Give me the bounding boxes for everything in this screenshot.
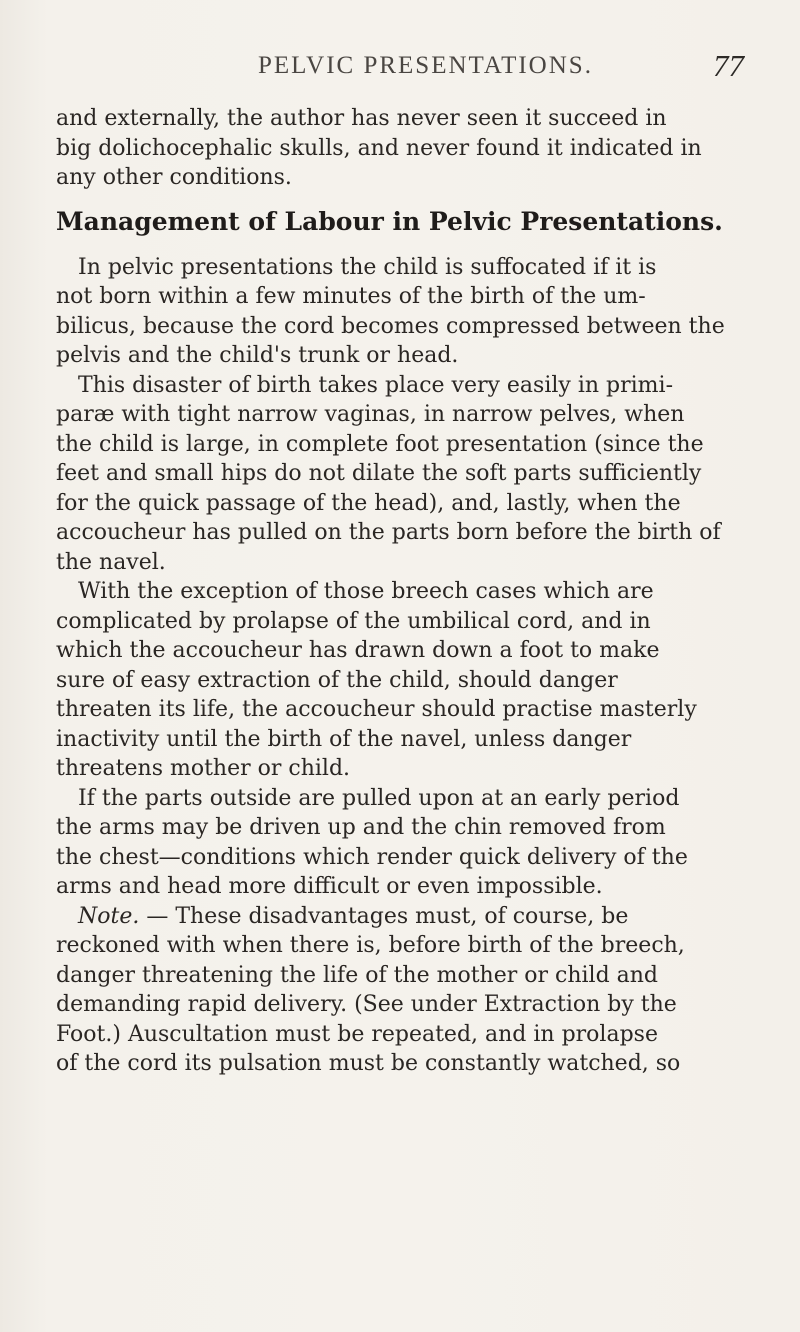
- text-line: accoucheur has pulled on the parts born before the birth of: [56, 520, 721, 545]
- text-line: not born within a few minutes of the birth of the um-: [56, 284, 646, 309]
- text-line: complicated by prolapse of the umbilical cord, and in: [56, 608, 651, 634]
- text-line: pelvis and the child's trunk or head.: [56, 343, 459, 368]
- text-line: bilicus, because the cord becomes compressed between the: [56, 313, 725, 339]
- text-line: the child is large, in complete foot presentation (since the: [56, 431, 704, 457]
- paragraph-disaster: [56, 371, 760, 578]
- text-line: which the accoucheur has drawn down a foot to make: [56, 638, 660, 663]
- text-line: arms and head more difficult or even impossible.: [56, 874, 603, 899]
- text-line: and externally, the author has never seen it succeed in: [56, 106, 667, 131]
- text-line: feet and small hips do not dilate the soft parts sufficiently: [56, 461, 702, 486]
- text-line: In pelvic presentations the child is suffocated if it is: [78, 254, 657, 280]
- text-line: Foot.) Auscultation must be repeated, and in prolapse: [56, 1021, 658, 1047]
- text-line: for the quick passage of the head), and, lastly, when the: [56, 490, 681, 516]
- text-line: the chest—conditions which render quick delivery of the: [56, 844, 688, 870]
- note-paragraph: [56, 902, 760, 1079]
- text-line: demanding rapid delivery. (See under Extraction by the: [56, 992, 677, 1017]
- text-line: threaten its life, the accoucheur should practise masterly: [56, 697, 697, 722]
- note-first-line-text: — These disadvantages must, of course, be: [139, 903, 629, 929]
- text-line: inactivity until the birth of the navel, unless danger: [56, 726, 632, 752]
- text-line: reckoned with when there is, before birth of the breech,: [56, 933, 685, 958]
- text-line: threatens mother or child.: [56, 756, 351, 781]
- intro-paragraph: [56, 104, 760, 193]
- note-label: Note.: [78, 903, 140, 929]
- text-line: This disaster of birth takes place very easily in primi-: [78, 372, 673, 398]
- text-line: big dolichocephalic skulls, and never found it indicated in: [56, 135, 702, 161]
- text-line: the navel.: [56, 549, 166, 575]
- paragraph-early-pulling: [56, 784, 760, 902]
- text-line: With the exception of those breech cases which are: [78, 579, 654, 604]
- text-line: of the cord its pulsation must be constantly watched, so: [56, 1051, 681, 1076]
- text-line: any other conditions.: [56, 165, 292, 190]
- text-line: the arms may be driven up and the chin removed from: [56, 815, 666, 840]
- paragraph-exception: [56, 577, 760, 784]
- text-line: danger threatening the life of the mother or child and: [56, 962, 659, 988]
- page-header: [0, 48, 800, 92]
- text-line: If the parts outside are pulled upon at an early period: [78, 785, 680, 811]
- section-heading: Management of Labour in Pelvic Presentations.: [56, 206, 723, 236]
- note-first-line: [56, 902, 760, 932]
- body-text: [56, 104, 760, 1079]
- page-number: 77: [713, 48, 744, 83]
- paragraph-suffocation: [56, 253, 760, 371]
- text-line: sure of easy extraction of the child, should danger: [56, 667, 618, 693]
- text-line: paræ with tight narrow vaginas, in narrow pelves, when: [56, 402, 685, 427]
- running-head: PELVIC PRESENTATIONS.: [258, 52, 593, 79]
